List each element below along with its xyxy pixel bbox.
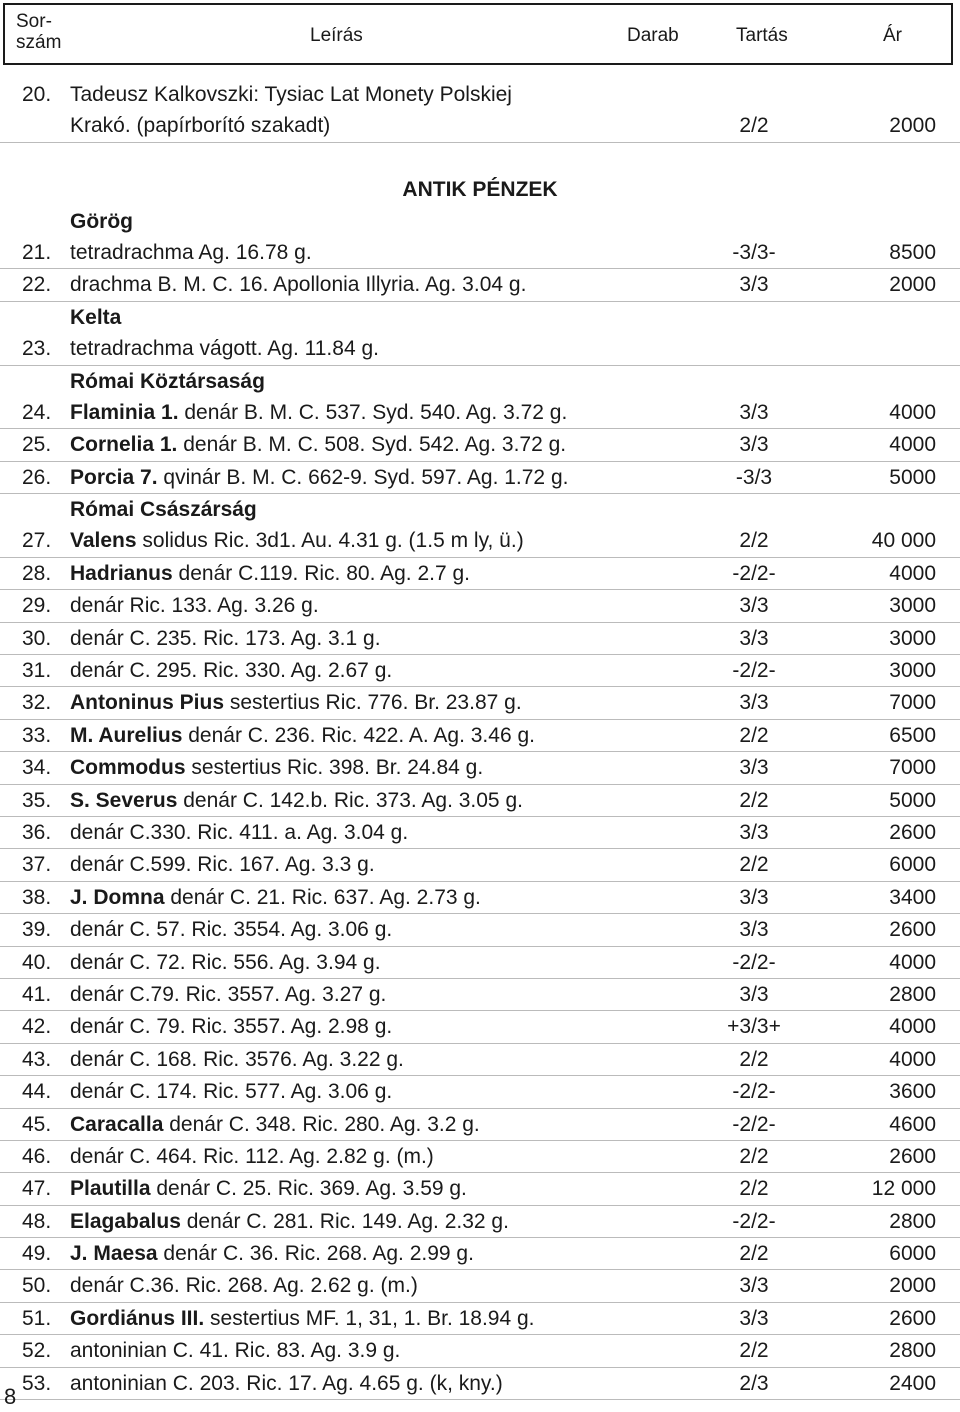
entry-number: 48. <box>22 1209 52 1233</box>
entry-condition: -3/3 <box>735 465 773 489</box>
entry-description <box>70 525 524 556</box>
entry-condition: -2/2- <box>732 561 776 585</box>
entry-details: denár C. 295. Ric. 330. Ag. 2.67 g. <box>70 659 393 683</box>
entry-description-line2: Krakó. (papírborító szakadt) <box>70 114 331 138</box>
entry-details: antoninian C. 41. Ric. 83. Ag. 3.9 g. <box>70 1339 401 1363</box>
entry-price: 2600 <box>889 821 936 844</box>
entry-description <box>70 1238 474 1269</box>
entry-description <box>70 817 408 848</box>
entry-description <box>70 1173 467 1204</box>
entry-price: 3600 <box>889 1080 936 1104</box>
header-sorszam-line1: Sor- <box>16 11 52 32</box>
entry-condition: 3/3 <box>739 885 769 909</box>
entry-condition: 3/3 <box>739 918 769 942</box>
entry-ruler-name: Plautilla <box>70 1177 151 1201</box>
book-entry <box>0 79 960 143</box>
entry-price: 2000 <box>889 273 936 297</box>
header-sorszam <box>16 11 61 53</box>
table-row <box>0 429 960 461</box>
entry-condition: 2/2 <box>739 1144 769 1168</box>
entry-description <box>70 590 319 621</box>
entry-condition: 2/2 <box>739 1177 769 1201</box>
table-row <box>0 979 960 1011</box>
entry-ruler-name: Porcia 7. <box>70 465 158 489</box>
entry-details: denár C.599. Ric. 167. Ag. 3.3 g. <box>70 853 375 877</box>
entry-price: 6000 <box>889 1242 936 1266</box>
entry-number: 38. <box>22 885 52 909</box>
entry-ruler-name: Antoninus Pius <box>70 691 224 715</box>
entry-price: 40 000 <box>871 529 936 553</box>
entry-details: antoninian C. 203. Ric. 17. Ag. 4.65 g. (k, kny.) <box>70 1371 503 1395</box>
entry-description <box>70 914 392 945</box>
entry-condition: 2/2 <box>739 114 769 138</box>
entry-number: 45. <box>22 1112 52 1136</box>
entry-description <box>70 237 312 268</box>
entry-details: denár C. 36. Ric. 268. Ag. 2.99 g. <box>157 1242 474 1266</box>
table-row <box>0 1044 960 1076</box>
header-condition: Tartás <box>736 25 788 46</box>
entry-description <box>70 1011 392 1042</box>
entry-details: denár B. M. C. 508. Syd. 542. Ag. 3.72 g. <box>177 433 567 457</box>
entry-details: drachma B. M. C. 16. Apollonia Illyria. Ag. 3.04 g. <box>70 273 527 297</box>
table-row <box>0 752 960 784</box>
entry-ruler-name: M. Aurelius <box>70 723 183 747</box>
entry-details: denár C. 21. Ric. 637. Ag. 2.73 g. <box>164 885 481 909</box>
entry-description <box>70 849 375 880</box>
entry-number: 26. <box>22 465 52 489</box>
entry-price: 2600 <box>889 1144 936 1168</box>
entry-price: 4600 <box>889 1112 936 1136</box>
entry-details: denár C. 79. Ric. 3557. Ag. 2.98 g. <box>70 1015 393 1039</box>
entry-description <box>70 979 386 1010</box>
section-spacer <box>0 143 960 174</box>
entry-price: 2600 <box>889 918 936 942</box>
entry-condition: -2/2- <box>732 1112 776 1136</box>
entry-condition: -3/3- <box>732 240 776 264</box>
entry-price: 5000 <box>889 465 936 489</box>
entry-price: 4000 <box>889 561 936 585</box>
entry-ruler-name: Hadrianus <box>70 561 173 585</box>
entry-details: denár C. 72. Ric. 556. Ag. 3.94 g. <box>70 950 381 974</box>
entry-condition: 2/2 <box>739 853 769 877</box>
entry-number: 20. <box>22 83 52 106</box>
table-row <box>0 333 960 365</box>
entry-price: 2800 <box>889 1339 936 1363</box>
header-sorszam-line2: szám <box>16 32 62 53</box>
entry-condition: +3/3+ <box>727 1015 781 1039</box>
entry-price: 6000 <box>889 853 936 877</box>
entry-number: 51. <box>22 1306 52 1330</box>
entry-price: 4000 <box>889 400 936 424</box>
entry-details: tetradrachma Ag. 16.78 g. <box>70 240 312 264</box>
entry-number: 34. <box>22 756 52 780</box>
entry-details: denár C. 142.b. Ric. 373. Ag. 3.05 g. <box>177 788 523 812</box>
entry-description <box>70 1270 418 1301</box>
table-row <box>0 397 960 429</box>
entry-condition: 3/3 <box>739 1274 769 1298</box>
entry-number: 25. <box>22 433 52 457</box>
entry-number: 42. <box>22 1015 52 1039</box>
entry-number: 27. <box>22 529 52 553</box>
entry-details: denár C. 168. Ric. 3576. Ag. 3.22 g. <box>70 1047 404 1071</box>
entry-number: 32. <box>22 691 52 715</box>
entry-price: 5000 <box>889 788 936 812</box>
entry-price: 3400 <box>889 885 936 909</box>
group-heading-row <box>0 206 960 237</box>
section-title: ANTIK PÉNZEK <box>402 178 558 202</box>
entry-details: denár C. 281. Ric. 149. Ag. 2.32 g. <box>180 1209 509 1233</box>
entry-condition: 2/2 <box>739 529 769 553</box>
entry-price: 4000 <box>889 950 936 974</box>
entry-condition: 2/2 <box>739 788 769 812</box>
table-header <box>3 3 953 65</box>
entry-details: denár Ric. 133. Ag. 3.26 g. <box>70 594 319 618</box>
table-row <box>0 655 960 687</box>
entry-condition: 3/3 <box>739 821 769 844</box>
entry-ruler-name: Caracalla <box>70 1112 164 1136</box>
table-row <box>0 882 960 914</box>
entry-details: qvinár B. M. C. 662-9. Syd. 597. Ag. 1.72 g. <box>157 465 569 489</box>
group-heading: Görög <box>70 209 133 233</box>
header-quantity: Darab <box>627 25 679 46</box>
table-row <box>0 1173 960 1205</box>
table-row <box>0 1011 960 1043</box>
entry-price: 7000 <box>889 756 936 780</box>
header-description: Leírás <box>310 25 363 46</box>
entry-condition: 2/2 <box>739 1047 769 1071</box>
entry-details: denár C.330. Ric. 411. a. Ag. 3.04 g. <box>70 821 409 844</box>
entry-description <box>70 1206 509 1237</box>
entry-condition: 2/3 <box>739 1371 769 1395</box>
entry-condition: 3/3 <box>739 594 769 618</box>
entry-details: denár C. 464. Ric. 112. Ag. 2.82 g. (m.) <box>70 1144 434 1168</box>
entry-condition: -2/2- <box>732 1209 776 1233</box>
entry-details: denár C. 174. Ric. 577. Ag. 3.06 g. <box>70 1080 393 1104</box>
entry-price: 2000 <box>889 1274 936 1298</box>
entry-number: 28. <box>22 561 52 585</box>
table-row <box>0 849 960 881</box>
entry-price: 8500 <box>889 240 936 264</box>
entry-number: 44. <box>22 1080 52 1104</box>
entry-details: denár C. 25. Ric. 369. Ag. 3.59 g. <box>150 1177 467 1201</box>
table-row <box>0 817 960 849</box>
entry-description <box>70 947 381 978</box>
entry-number: 46. <box>22 1144 52 1168</box>
table-row <box>0 237 960 269</box>
table-row <box>0 1368 960 1400</box>
entry-condition: 2/2 <box>739 723 769 747</box>
entry-description <box>70 785 523 816</box>
table-row <box>0 687 960 719</box>
entry-details: sestertius MF. 1, 31, 1. Br. 18.94 g. <box>204 1306 535 1330</box>
entry-number: 43. <box>22 1047 52 1071</box>
entry-description <box>70 429 566 460</box>
entry-ruler-name: Valens <box>70 529 137 553</box>
entry-ruler-name: J. Domna <box>70 885 165 909</box>
entry-condition: -2/2- <box>732 1080 776 1104</box>
entry-details: sestertius Ric. 776. Br. 23.87 g. <box>224 691 522 715</box>
entry-details: solidus Ric. 3d1. Au. 4.31 g. (1.5 m ly, ü.) <box>136 529 524 553</box>
entry-number: 31. <box>22 659 52 683</box>
entry-number: 53. <box>22 1371 52 1395</box>
entry-description <box>70 1303 535 1334</box>
entry-details: denár B. M. C. 537. Syd. 540. Ag. 3.72 g. <box>178 400 568 424</box>
entry-details: denár C.119. Ric. 80. Ag. 2.7 g. <box>172 561 470 585</box>
entry-description <box>70 720 535 751</box>
entry-description <box>70 623 381 654</box>
entry-description <box>70 269 526 300</box>
entry-description <box>70 1141 434 1172</box>
entry-details: denár C.36. Ric. 268. Ag. 2.62 g. (m.) <box>70 1274 418 1298</box>
entry-description-line1: Tadeusz Kalkovszki: Tysiac Lat Monety Polskiej <box>70 83 512 106</box>
entry-condition: 2/2 <box>739 1242 769 1266</box>
entry-number: 40. <box>22 950 52 974</box>
entry-condition: 3/3 <box>739 982 769 1006</box>
entry-condition: 3/3 <box>739 273 769 297</box>
table-row <box>0 785 960 817</box>
entry-number: 35. <box>22 788 52 812</box>
table-row <box>0 1238 960 1270</box>
entry-condition: 3/3 <box>739 400 769 424</box>
table-row <box>0 525 960 557</box>
header-price: Ár <box>883 25 902 46</box>
entry-details: denár C. 57. Ric. 3554. Ag. 3.06 g. <box>70 918 393 942</box>
table-row <box>0 462 960 494</box>
entry-condition: 3/3 <box>739 691 769 715</box>
entry-condition: -2/2- <box>732 659 776 683</box>
entry-number: 37. <box>22 853 52 877</box>
entry-number: 24. <box>22 400 52 424</box>
entry-details: denár C. 236. Ric. 422. A. Ag. 3.46 g. <box>182 723 535 747</box>
entry-condition: -2/2- <box>732 950 776 974</box>
entry-number: 50. <box>22 1274 52 1298</box>
entry-number: 47. <box>22 1177 52 1201</box>
entry-price: 2800 <box>889 982 936 1006</box>
entry-price: 2800 <box>889 1209 936 1233</box>
entry-ruler-name: S. Severus <box>70 788 178 812</box>
table-row <box>0 720 960 752</box>
entry-ruler-name: Flaminia 1. <box>70 400 179 424</box>
entry-number: 36. <box>22 821 52 844</box>
entry-price: 2000 <box>889 114 936 138</box>
entry-description <box>70 397 567 428</box>
entry-ruler-name: Cornelia 1. <box>70 433 178 457</box>
entry-price: 3000 <box>889 659 936 683</box>
entry-number: 39. <box>22 918 52 942</box>
table-row <box>0 1303 960 1335</box>
entry-description <box>70 1368 503 1399</box>
entry-number: 30. <box>22 626 52 650</box>
table-row <box>0 590 960 622</box>
entry-number: 52. <box>22 1339 52 1363</box>
section-title-row <box>0 174 960 205</box>
entry-number: 23. <box>22 337 52 361</box>
table-row <box>0 623 960 655</box>
group-heading-row <box>0 366 960 397</box>
entry-ruler-name: Elagabalus <box>70 1209 181 1233</box>
entry-condition: 2/2 <box>739 1339 769 1363</box>
table-row <box>0 1109 960 1141</box>
entry-price: 3000 <box>889 594 936 618</box>
entry-condition: 3/3 <box>739 626 769 650</box>
entry-price: 2600 <box>889 1306 936 1330</box>
entry-condition: 3/3 <box>739 433 769 457</box>
entry-number: 22. <box>22 273 52 297</box>
entry-ruler-name: Commodus <box>70 756 186 780</box>
entry-description <box>70 752 483 783</box>
entry-description <box>70 462 568 493</box>
group-heading: Római Császárság <box>70 498 257 522</box>
entry-description <box>70 882 481 913</box>
entry-description <box>70 1335 400 1366</box>
entry-description <box>70 1076 392 1107</box>
entry-condition: 3/3 <box>739 1306 769 1330</box>
entry-number: 41. <box>22 982 52 1006</box>
group-heading: Római Köztársaság <box>70 369 265 393</box>
entry-description <box>70 687 522 718</box>
table-row <box>0 269 960 301</box>
entry-price: 7000 <box>889 691 936 715</box>
table-row <box>0 1270 960 1302</box>
entry-ruler-name: Gordiánus III. <box>70 1306 205 1330</box>
entry-details: denár C. 235. Ric. 173. Ag. 3.1 g. <box>70 626 381 650</box>
table-row <box>0 1335 960 1367</box>
table-row <box>0 558 960 590</box>
entry-number: 33. <box>22 723 52 747</box>
entry-price: 2400 <box>889 1371 936 1395</box>
table-row <box>0 1141 960 1173</box>
entry-price: 4000 <box>889 1015 936 1039</box>
group-heading-row <box>0 302 960 333</box>
entry-price: 12 000 <box>871 1177 936 1201</box>
entry-details: tetradrachma vágott. Ag. 11.84 g. <box>70 337 379 361</box>
entry-number: 29. <box>22 594 52 618</box>
catalog-list <box>0 79 960 1400</box>
entry-number: 49. <box>22 1242 52 1266</box>
entry-ruler-name: J. Maesa <box>70 1242 158 1266</box>
entry-number: 21. <box>22 240 52 264</box>
entry-price: 4000 <box>889 433 936 457</box>
entry-details: denár C. 348. Ric. 280. Ag. 3.2 g. <box>163 1112 480 1136</box>
entry-details: sestertius Ric. 398. Br. 24.84 g. <box>185 756 484 780</box>
entry-condition: 3/3 <box>739 756 769 780</box>
table-row <box>0 947 960 979</box>
entry-description <box>70 655 392 686</box>
entry-description <box>70 333 379 364</box>
entry-description <box>70 1044 404 1075</box>
group-heading-row <box>0 494 960 525</box>
table-row <box>0 914 960 946</box>
entry-price: 3000 <box>889 626 936 650</box>
table-row <box>0 1206 960 1238</box>
table-row <box>0 1076 960 1108</box>
entry-description <box>70 558 470 589</box>
entry-price: 4000 <box>889 1047 936 1071</box>
entry-description <box>70 1109 480 1140</box>
entry-details: denár C.79. Ric. 3557. Ag. 3.27 g. <box>70 982 387 1006</box>
group-heading: Kelta <box>70 305 122 329</box>
entry-price: 6500 <box>889 723 936 747</box>
page-number: 8 <box>4 1384 17 1409</box>
